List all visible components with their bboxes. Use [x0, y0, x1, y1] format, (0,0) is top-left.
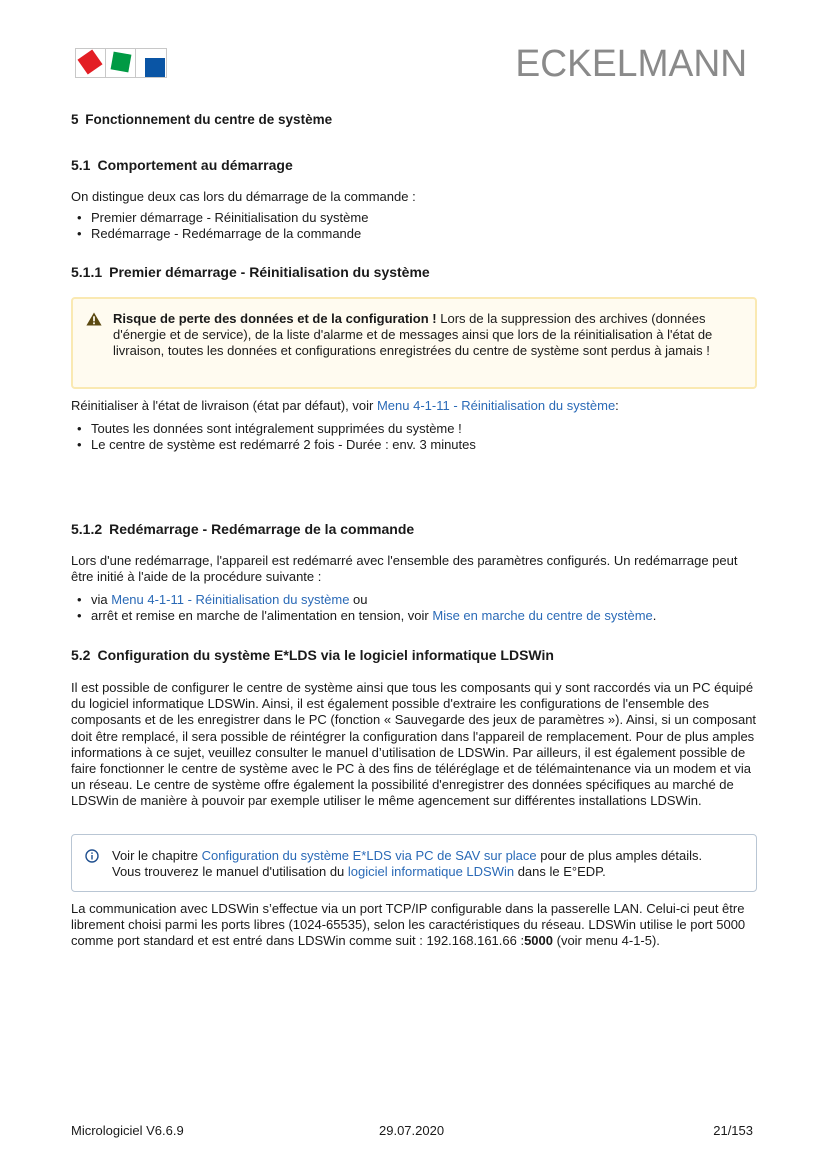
info-line-1: [112, 848, 746, 864]
reset-suffix: :: [615, 398, 619, 413]
chapter-number: 5: [71, 112, 79, 127]
document-date: 29.07.2020: [379, 1123, 445, 1138]
tcp-ip-paragraph: [71, 901, 757, 950]
list-item: [71, 592, 757, 608]
warning-title: Risque de perte des données et de la configuration !: [113, 311, 437, 326]
reset-instruction: [71, 398, 757, 414]
list-item: • Redémarrage - Redémarrage de la commande: [71, 226, 757, 242]
section-5-1-list: [71, 210, 757, 242]
section-5-1-1-heading: [71, 264, 430, 281]
firmware-version: Micrologiciel V6.6.9: [71, 1123, 184, 1138]
red-diamond-icon: [77, 49, 102, 74]
logo-blue-square-cell: [136, 49, 166, 77]
section-5-1-heading: [71, 157, 293, 174]
green-square-icon: [111, 52, 132, 73]
chapter-title: Fonctionnement du centre de système: [85, 112, 333, 127]
page-footer: [71, 1123, 757, 1139]
section-5-1-2-heading: [71, 521, 414, 538]
section-title: Premier démarrage - Réinitialisation du système: [109, 264, 430, 280]
tcp-ip-suffix: (voir menu 4-1-5).: [553, 933, 660, 949]
page-number: 21/153: [713, 1123, 753, 1138]
section-title: Comportement au démarrage: [97, 157, 293, 173]
section-number: 5.1.2: [71, 521, 103, 537]
menu-4-1-11-link[interactable]: Menu 4-1-11 - Réinitialisation du système: [111, 592, 350, 607]
default-port-value: 5000: [524, 933, 553, 949]
section-5-2-heading: [71, 647, 554, 664]
item-suffix: .: [652, 608, 657, 623]
warning-text: Lors de la suppression des archives (données d'énergie et de service), de la liste d'alarme et de messages ainsi que lors de la réinitialisation à l'état de livraison, toutes les données et configurations enregistrées du centre de système sont perdus à jamais !: [113, 311, 713, 358]
logo-green-square-cell: [106, 49, 136, 77]
list-item: • Le centre de système est redémarré 2 fois - Durée : env. 3 minutes: [71, 437, 757, 453]
restart-methods-list: [71, 592, 757, 624]
info-circle-icon: [85, 849, 99, 863]
info-line-2: [112, 864, 746, 880]
warning-callout: [71, 297, 757, 389]
reset-text: Réinitialiser à l'état de livraison (état par défaut), voir: [71, 398, 377, 413]
info-callout: [71, 834, 757, 892]
item-suffix: ou: [349, 592, 368, 607]
chapter-heading: [71, 112, 332, 128]
list-item: • Toutes les données sont intégralement supprimées du système !: [71, 421, 757, 437]
item-prefix: arrêt et remise en marche de l'alimentation en tension, voir: [91, 608, 433, 623]
eckelmann-logo: [75, 48, 167, 78]
list-item: [71, 608, 757, 624]
section-5-2-paragraph: Il est possible de configurer le centre de système ainsi que tous les composants qui y sont raccordés via un PC équipé du logiciel informatique LDSWin. Ainsi, il est également possible d'extraire les configurations de l'ensemble des composants et de les enregistrer dans le PC (fonction « Sauvegarde des jeux de paramètres »). Ainsi, si un composant doit être remplacé, il sera possible de réintégrer la configuration dans l'appareil de remplacement. Pour de plus amples informations à ce sujet, veuillez consulter le manuel d’utilisation de LDSWin. Par ailleurs, il est également possible de faire fonctionner le centre de système avec le PC à des fins de téléréglage et de télémaintenance via un modem et via un réseau. Le centre de système offre également la possibilité d'enregistrer des données spécifiques au marché de LDSWin de manière à pouvoir par exemple utiliser le même agencement sur différentes installations LDSWin.: [71, 680, 757, 809]
list-item: • Premier démarrage - Réinitialisation du système: [71, 210, 757, 226]
section-title: Redémarrage - Redémarrage de la commande: [109, 521, 415, 537]
config-via-pc-link[interactable]: Configuration du système E*LDS via PC de SAV sur place: [201, 848, 537, 863]
info-text: dans le E°EDP.: [514, 864, 606, 879]
tcp-ip-text: La communication avec LDSWin s’effectue via un port TCP/IP configurable dans la passerelle LAN. Celui-ci peut être librement choisi parmi les ports libres (1024-65535), selon les caractéristiques du réseau. LDSWin utilise le port 5000 comme port standard et est entré dans LDSWin comme suit : 192.168.161.66 :: [71, 901, 746, 949]
reset-effects-list: [71, 421, 757, 453]
item-prefix: via: [91, 592, 112, 607]
blue-square-icon: [145, 58, 165, 77]
section-5-1-2-intro: Lors d'une redémarrage, l'appareil est redémarré avec l'ensemble des paramètres configurés. Un redémarrage peut être initié à l'aide de la procédure suivante :: [71, 553, 738, 584]
section-number: 5.2: [71, 647, 91, 663]
section-5-1-intro: On distingue deux cas lors du démarrage de la commande :: [71, 189, 416, 204]
info-text: pour de plus amples détails.: [536, 848, 703, 863]
brand-wordmark: ECKELMANN: [514, 43, 747, 85]
section-number: 5.1.1: [71, 264, 103, 280]
section-number: 5.1: [71, 157, 91, 173]
info-text: Voir le chapitre: [112, 848, 202, 863]
ldswin-software-link[interactable]: logiciel informatique LDSWin: [347, 864, 515, 879]
info-text: Vous trouverez le manuel d'utilisation du: [112, 864, 348, 879]
warning-triangle-icon: [86, 312, 102, 326]
power-on-link[interactable]: Mise en marche du centre de système: [432, 608, 653, 623]
menu-4-1-11-link[interactable]: Menu 4-1-11 - Réinitialisation du système: [376, 398, 616, 413]
logo-red-square-cell: [76, 49, 106, 77]
section-title: Configuration du système E*LDS via le logiciel informatique LDSWin: [97, 647, 554, 663]
